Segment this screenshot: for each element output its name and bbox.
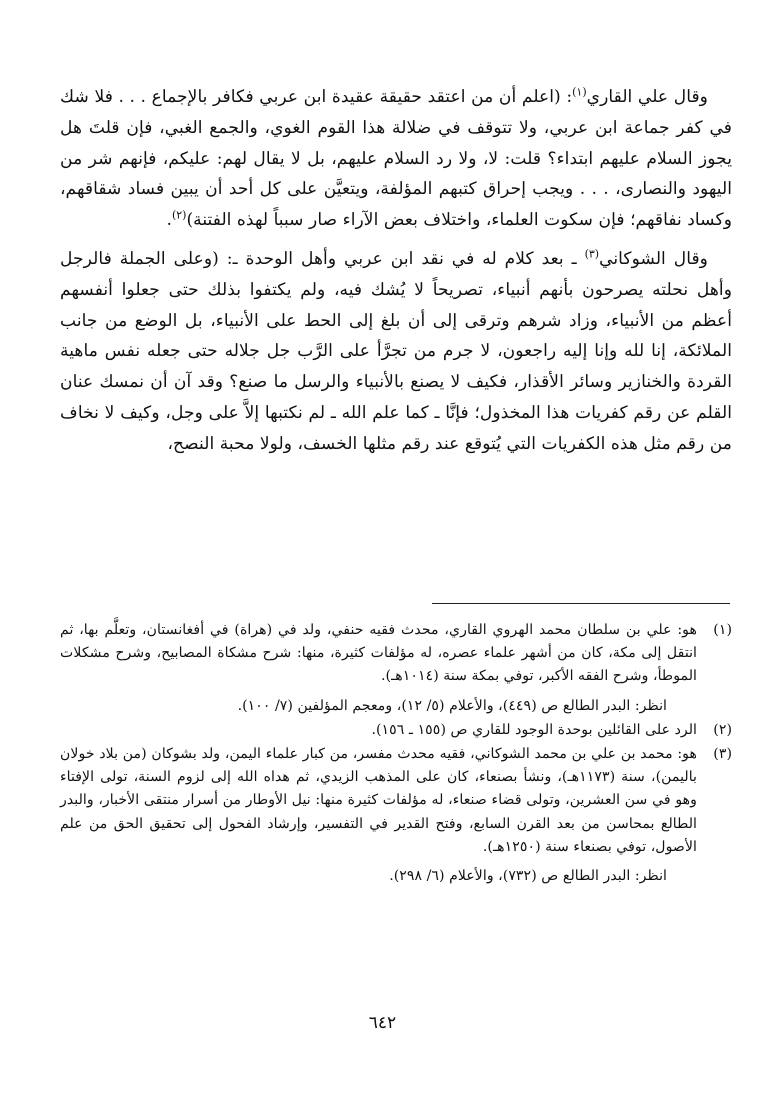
paragraph-1-text: : (اعلم أن من اعتقد حقيقة عقيدة ابن عربي فكافر بالإجماع . . . فلا شك في كفر جماعة ابن عربي، ولا تتوقف في ضلالة هذا القوم الغوي، والجمع الغبي، فإن قلتَ هل يجوز السلام عليهم ابتداء؟ قلت: لا، ولا رد السلام عليهم، بل لا يقال لهم: عليكم، فإنهم شر من اليهود والنصارى، . . . ويجب إحراق كتبهم المؤلفة، ويتعيَّن على كل أحد أن يبين فساد شقاقهم، وكساد نفاقهم؛ فإن سكوت العلماء، واختلاف بعض الآراء صار سبباً لهذه الفتنة) [60,87,732,231]
footnote-ref-3: (٣) [584,247,600,261]
footnotes [60,619,732,888]
footnote-3 [60,743,732,888]
footnote-3-text: هو: محمد بن علي بن محمد الشوكاني، فقيه محدث مفسر، من كبار علماء اليمن، ولد بشوكان (من بلاد خولان باليمن)، سنة (١١٧٣هـ)، ونشأ بصنعاء، كان على المذهب الزيدي، ثم هداه الله إلى لزوم السنة، تولى الإفتاء وهو في سن العشرين، وتولى قضاء صنعاء، له مؤلفات كثيرة منها: نيل الأوطار من أسرار منتقى الأخبار، والبدر الطالع بمحاسن من بعد القرن السابع، وفتح القدير في التفسير، وإرشاد الفحول إلى تحقيق الحق من علم الأصول، توفي بصنعاء سنة (١٢٥٠هـ). [60,746,697,855]
page-number: ٦٤٢ [368,1013,397,1033]
paragraph-2-text: ـ بعد كلام له في نقد ابن عربي وأهل الوحدة ـ: (وعلى الجملة فالرجل وأهل نحلته يصرحون بأنهم أنبياء، تصريحاً لا يُشك فيه، ولم يكتفوا بذلك حتى جعلوا أنفسهم أعظم من الأنبياء، وزاد شرهم وترقى إلى أن بلغ إلى الحط على الأنبياء، بل الوضع من جانب الملائكة، إنا لله وإنا إليه راجعون، لا جرم من تجرَّأ على الرَّب جل جلاله حتى جعله نفس ماهية القردة والخنازير وسائر الأقذار، فكيف لا يصنع بالأنبياء والرسل ما صنع؟ وقد آن أن نمسك عنان القلم عن رقم كفريات هذا المخذول؛ فإنَّا ـ كما علم الله ـ لم نكتبها إلاَّ على وجل، وكيف لا نخاف من رقم مثل هذه الكفريات التي يُتوقع عند رقم مثلها الخسف، ولولا محبة النصح، [60,248,732,454]
paragraph-1 [60,82,732,236]
paragraph-2 [60,244,732,460]
footnote-2-text: الرد على القائلين بوحدة الوجود للقاري ص (١٥٥ ـ ١٥٦). [371,721,697,738]
footnote-1-number: (١) [713,622,732,638]
footnote-2 [60,719,732,742]
paragraph-1-lead: وقال علي القاري [586,87,708,107]
footnote-3-source: انظر: البدر الطالع ص (٧٣٢)، والأعلام (٦/ ٢٩٨). [389,868,667,885]
main-text [60,82,732,460]
footnote-ref-2: (٢) [171,208,187,222]
footnote-3-number: (٣) [713,746,732,763]
footnote-2-number: (٢) [713,721,732,738]
footnote-1 [60,619,732,718]
footnote-ref-1: (١) [572,85,587,99]
paragraph-2-lead: وقال الشوكاني [599,248,708,269]
footnote-1-source: انظر: البدر الطالع ص (٤٤٩)، والأعلام (٥/ ١٢)، ومعجم المؤلفين (٧/ ١٠٠). [237,697,667,714]
footnote-separator [432,603,730,604]
footnote-1-text: هو: علي بن سلطان محمد الهروي القاري، محدث فقيه حنفي، ولد في (هراة) في أفغانستان، وتعلَّم بها، ثم انتقل إلى مكة، كان من أشهر علماء عصره، له مؤلفات كثيرة، منها: شرح مشكاة المصابيح، وشرح مشكلات الموطأ، وشرح الفقه الأكبر، توفي بمكة سنة (١٠١٤هـ). [60,622,697,685]
paragraph-1-tail: . [166,210,172,231]
